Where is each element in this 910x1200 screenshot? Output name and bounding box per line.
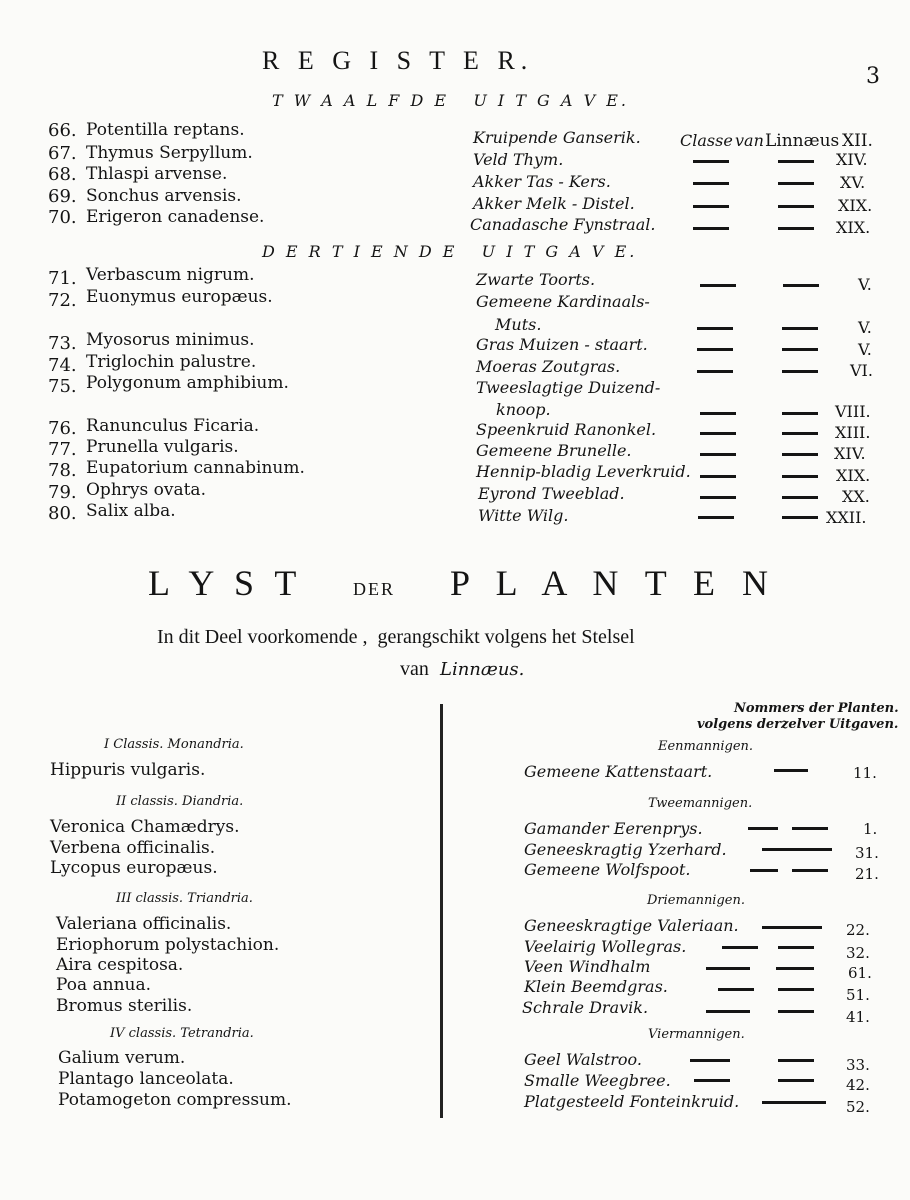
plant-latin: Veronica Chamædrys. bbox=[50, 817, 240, 837]
plant-dash bbox=[762, 848, 832, 851]
register-num: 76. bbox=[48, 418, 77, 439]
plant-dutch: Veen Windhalm bbox=[524, 957, 651, 976]
register-dutch: Zwarte Toorts. bbox=[476, 270, 596, 289]
nommers-header: Nommers der Planten. bbox=[734, 701, 899, 716]
register-latin: Polygonum amphibium. bbox=[86, 373, 289, 393]
register-dash bbox=[782, 412, 818, 415]
plant-dutch: Gemeene Kattenstaart. bbox=[524, 762, 713, 781]
register-dash bbox=[700, 432, 736, 435]
register-classe: XIV. bbox=[834, 444, 866, 463]
plant-number: 11. bbox=[853, 764, 877, 782]
register-latin: Thlaspi arvense. bbox=[86, 164, 228, 184]
register-dutch: Eyrond Tweeblad. bbox=[478, 484, 625, 503]
register-latin: Triglochin palustre. bbox=[86, 352, 257, 372]
register-classe: XV. bbox=[840, 173, 866, 192]
register-classe: XX. bbox=[842, 487, 870, 506]
register-classe: XIX. bbox=[836, 218, 871, 237]
plant-dash bbox=[762, 1101, 826, 1104]
plant-dash bbox=[778, 988, 814, 991]
plant-dash bbox=[778, 1059, 814, 1062]
plant-dash bbox=[774, 769, 808, 772]
plant-dash bbox=[694, 1079, 730, 1082]
register-dash bbox=[782, 432, 818, 435]
plant-number: 1. bbox=[863, 820, 878, 838]
plant-latin: Valeriana officinalis. bbox=[56, 914, 232, 934]
classe-first-number: XII. bbox=[842, 131, 873, 151]
register-dutch: Tweeslagtige Duizend- bbox=[476, 378, 661, 397]
register-dash bbox=[700, 412, 736, 415]
section-twaalfde-uitgave: T W A A L F D E U I T G A V E. bbox=[272, 91, 629, 110]
register-dash bbox=[697, 370, 733, 373]
register-dutch: Speenkruid Ranonkel. bbox=[476, 420, 657, 439]
register-dash bbox=[697, 327, 733, 330]
register-num: 70. bbox=[48, 207, 77, 228]
register-dash bbox=[693, 160, 729, 163]
register-dutch: Akker Tas - Kers. bbox=[473, 172, 611, 191]
plant-dash bbox=[776, 967, 814, 970]
dutch-group-heading: Driemannigen. bbox=[647, 893, 745, 908]
register-classe: V. bbox=[858, 318, 872, 337]
plant-latin: Aira cespitosa. bbox=[56, 955, 184, 975]
lyst-subtitle: In dit Deel voorkomende , gerangschikt volgens het Stelsel bbox=[157, 626, 635, 648]
register-dash bbox=[778, 227, 814, 230]
register-dutch: Moeras Zoutgras. bbox=[476, 357, 621, 376]
register-num: 67. bbox=[48, 143, 77, 164]
plant-dutch: Schrale Dravik. bbox=[522, 998, 649, 1017]
register-latin: Ophrys ovata. bbox=[86, 480, 206, 500]
register-dash bbox=[782, 327, 818, 330]
register-classe: XXII. bbox=[826, 508, 867, 527]
plant-dutch: Gemeene Wolfspoot. bbox=[524, 860, 691, 879]
register-dash bbox=[700, 453, 736, 456]
register-latin: Euonymus europæus. bbox=[86, 287, 273, 307]
register-classe: V. bbox=[858, 340, 872, 359]
register-dash bbox=[697, 348, 733, 351]
section-dertiende-uitgave: D E R T I E N D E U I T G A V E. bbox=[262, 242, 638, 261]
plant-number: 32. bbox=[846, 944, 870, 962]
register-num: 77. bbox=[48, 439, 77, 460]
plant-dash bbox=[722, 946, 758, 949]
register-dash bbox=[698, 516, 734, 519]
register-dash bbox=[782, 453, 818, 456]
register-num: 68. bbox=[48, 164, 77, 185]
dutch-group-heading: Tweemannigen. bbox=[648, 796, 753, 811]
register-dash bbox=[778, 205, 814, 208]
register-num: 78. bbox=[48, 460, 77, 481]
register-dash bbox=[700, 284, 736, 287]
class-heading: IV classis. Tetrandria. bbox=[110, 1026, 254, 1041]
register-latin: Potentilla reptans. bbox=[86, 120, 245, 140]
register-num: 73. bbox=[48, 333, 77, 354]
plant-latin: Verbena officinalis. bbox=[50, 838, 216, 858]
register-num: 75. bbox=[48, 376, 77, 397]
register-classe: VI. bbox=[850, 361, 873, 380]
register-classe: VIII. bbox=[835, 402, 871, 421]
register-dash bbox=[782, 475, 818, 478]
plant-number: 31. bbox=[855, 844, 879, 862]
register-dash bbox=[700, 496, 736, 499]
plant-dash bbox=[706, 967, 750, 970]
register-num: 66. bbox=[48, 120, 77, 141]
register-latin: Ranunculus Ficaria. bbox=[86, 416, 260, 436]
plant-number: 61. bbox=[848, 964, 872, 982]
register-latin: Myosorus minimus. bbox=[86, 330, 255, 350]
register-latin: Thymus Serpyllum. bbox=[86, 143, 253, 163]
register-dutch: Veld Thym. bbox=[473, 150, 564, 169]
lyst-title-planten: P L A N T E N bbox=[450, 563, 778, 603]
plant-latin: Potamogeton compressum. bbox=[58, 1090, 292, 1110]
plant-dutch: Klein Beemdgras. bbox=[524, 977, 668, 996]
plant-dash bbox=[778, 1079, 814, 1082]
register-dash bbox=[782, 348, 818, 351]
register-classe: XIX. bbox=[838, 196, 873, 215]
plant-latin: Hippuris vulgaris. bbox=[50, 760, 206, 780]
van-label: van bbox=[735, 131, 764, 150]
register-dash bbox=[782, 370, 818, 373]
register-dutch: Witte Wilg. bbox=[478, 506, 569, 525]
register-dutch: Gemeene Brunelle. bbox=[476, 441, 632, 460]
register-dutch: Hennip-bladig Leverkruid. bbox=[476, 462, 691, 481]
register-num: 71. bbox=[48, 268, 77, 289]
register-num: 72. bbox=[48, 290, 77, 311]
register-latin: Prunella vulgaris. bbox=[86, 437, 239, 457]
plant-number: 41. bbox=[846, 1008, 870, 1026]
register-num: 69. bbox=[48, 186, 77, 207]
register-latin: Sonchus arvensis. bbox=[86, 186, 242, 206]
register-dash bbox=[783, 284, 819, 287]
register-dutch: Gemeene Kardinaals- bbox=[476, 292, 650, 311]
register-classe: XIII. bbox=[835, 423, 871, 442]
plant-latin: Bromus sterilis. bbox=[56, 996, 193, 1016]
register-dutch: Akker Melk - Distel. bbox=[473, 194, 635, 213]
classe-label: Classe bbox=[680, 131, 733, 150]
register-dash bbox=[782, 516, 818, 519]
register-dutch: Muts. bbox=[495, 315, 542, 334]
plant-dash bbox=[748, 827, 778, 830]
register-dutch: knoop. bbox=[496, 400, 551, 419]
lyst-title-word: L Y S T bbox=[148, 563, 303, 603]
plant-number: 21. bbox=[855, 865, 879, 883]
register-dash bbox=[693, 227, 729, 230]
plant-dutch: Geel Walstroo. bbox=[524, 1050, 642, 1069]
class-heading: I Classis. Monandria. bbox=[104, 737, 244, 752]
plant-number: 42. bbox=[846, 1076, 870, 1094]
column-divider bbox=[440, 704, 443, 1118]
lyst-subtitle-linnaeus: Linnæus. bbox=[440, 659, 525, 680]
plant-latin: Plantago lanceolata. bbox=[58, 1069, 234, 1089]
plant-dutch: Gamander Eerenprys. bbox=[524, 819, 703, 838]
register-dash bbox=[782, 496, 818, 499]
register-classe: XIX. bbox=[836, 466, 871, 485]
register-dash bbox=[700, 475, 736, 478]
plant-dash bbox=[718, 988, 754, 991]
plant-number: 52. bbox=[846, 1098, 870, 1116]
dutch-group-heading: Eenmannigen. bbox=[658, 739, 754, 754]
plant-latin: Poa annua. bbox=[56, 975, 152, 995]
plant-number: 33. bbox=[846, 1056, 870, 1074]
plant-dutch: Veelairig Wollegras. bbox=[524, 937, 687, 956]
register-dash bbox=[693, 205, 729, 208]
plant-latin: Lycopus europæus. bbox=[50, 858, 218, 878]
register-dutch: Kruipende Ganserik. bbox=[473, 128, 641, 147]
plant-dash bbox=[792, 827, 828, 830]
class-heading: II classis. Diandria. bbox=[116, 794, 244, 809]
register-dash bbox=[693, 182, 729, 185]
register-classe: V. bbox=[858, 275, 872, 294]
register-num: 74. bbox=[48, 355, 77, 376]
plant-dash bbox=[750, 869, 778, 872]
class-heading: III classis. Triandria. bbox=[116, 891, 253, 906]
register-num: 79. bbox=[48, 482, 77, 503]
nommers-header: volgens derzelver Uitgaven. bbox=[697, 717, 899, 732]
plant-dutch: Geneeskragtige Valeriaan. bbox=[524, 916, 739, 935]
plant-dash bbox=[778, 946, 814, 949]
plant-dutch: Smalle Weegbree. bbox=[524, 1071, 671, 1090]
plant-latin: Eriophorum polystachion. bbox=[56, 935, 280, 955]
page-number: 3 bbox=[866, 64, 880, 89]
register-dash bbox=[778, 182, 814, 185]
plant-dash bbox=[690, 1059, 730, 1062]
plant-number: 51. bbox=[846, 986, 870, 1004]
register-latin: Verbascum nigrum. bbox=[86, 265, 255, 285]
plant-dash bbox=[706, 1010, 750, 1013]
plant-dutch: Geneeskragtig Yzerhard. bbox=[524, 840, 727, 859]
register-dutch: Canadasche Fynstraal. bbox=[470, 215, 656, 234]
register-latin: Eupatorium cannabinum. bbox=[86, 458, 305, 478]
linnaeus-label: Linnæus bbox=[765, 131, 840, 151]
register-num: 80. bbox=[48, 503, 77, 524]
register-dash bbox=[778, 160, 814, 163]
plant-dash bbox=[778, 1010, 814, 1013]
lyst-title-der: DER bbox=[353, 579, 395, 599]
plant-dash bbox=[762, 926, 822, 929]
plant-dash bbox=[792, 869, 828, 872]
register-latin: Salix alba. bbox=[86, 501, 176, 521]
register-dutch: Gras Muizen - staart. bbox=[476, 335, 648, 354]
register-latin: Erigeron canadense. bbox=[86, 207, 265, 227]
register-title: R E G I S T E R. bbox=[262, 46, 534, 75]
lyst-subtitle-van: van bbox=[400, 658, 429, 680]
register-classe: XIV. bbox=[836, 150, 868, 169]
plant-number: 22. bbox=[846, 921, 870, 939]
dutch-group-heading: Viermannigen. bbox=[648, 1027, 745, 1042]
plant-latin: Galium verum. bbox=[58, 1048, 186, 1068]
plant-dutch: Platgesteeld Fonteinkruid. bbox=[524, 1092, 740, 1111]
